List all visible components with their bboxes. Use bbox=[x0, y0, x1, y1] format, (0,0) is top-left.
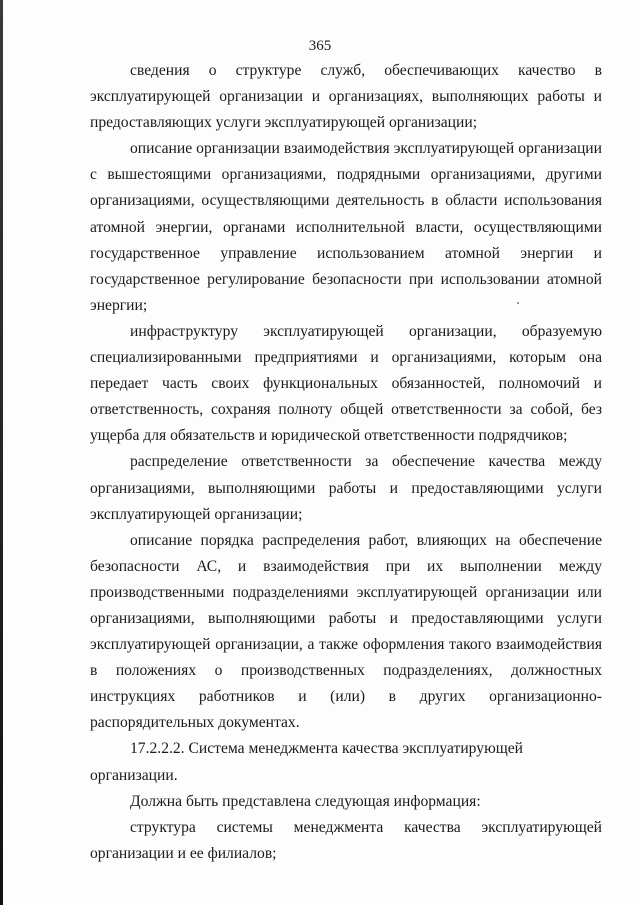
paragraph-work-distribution: описание порядка распределения работ, влияющих на обеспечение безопасности АС, и взаимодействия при их выполнении между производственными подразделениями эксплуатирующей организации или организациями, выполняющими работы и предоставляющими услуги эксплуатирующей организации, а также оформления такого взаимодействия в положениях о производственных подразделениях, должностных инструкциях работников и (или) в других организационно-распорядительных документах. bbox=[90, 531, 602, 732]
paragraph-responsibility-distribution: распределение ответственности за обеспечение качества между организациями, выполняющими работы и предоставляющими услуги эксплуатирующей организации; bbox=[90, 453, 602, 523]
paragraph-interaction-description: описание организации взаимодействия эксплуатирующей организации с вышестоящими организациями, подрядными организациями, другими организациями, осуществляющими деятельность в области использования атомной энергии, органами исполнительной власти, осуществляющими государственное управление использованием атомной энергии и государственное регулирование безопасности при использовании атомной энергии; bbox=[90, 140, 602, 314]
section-heading-qms: 17.2.2.2. Система менеджмента качества эксплуатирующей организации. bbox=[90, 740, 523, 784]
paragraph-service-structure: сведения о структуре служб, обеспечивающих качество в эксплуатирующей организации и организациях, выполняющих работы и предоставляющих услуги эксплуатирующей организации; bbox=[90, 62, 602, 132]
scan-speck bbox=[517, 302, 519, 304]
paragraph-qms-structure: структура системы менеджмента качества эксплуатирующей организации и ее филиалов; bbox=[90, 818, 602, 862]
paragraph-infrastructure: инфраструктуру эксплуатирующей организации, образуемую специализированными предприятиями и организациями, которым она передает часть своих функциональных обязанностей, полномочий и ответственность, сохраняя полноту общей ответственности за собой, без ущерба для обязательств и юридической ответственности подрядчиков; bbox=[90, 322, 602, 445]
paragraph-info-required: Должна быть представлена следующая информация: bbox=[130, 792, 481, 810]
document-body bbox=[90, 58, 602, 867]
page-number: 365 bbox=[308, 38, 332, 54]
